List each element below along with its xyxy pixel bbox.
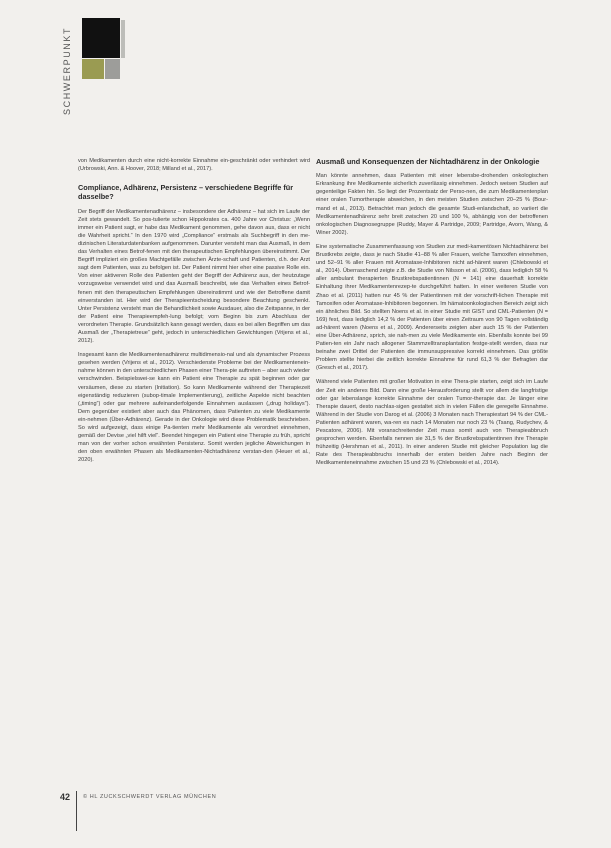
paragraph-intro: von Medikamenten durch eine nicht-korrekte Einnahme ein-geschränkt oder verhindert wird (Urbrowski, Ann. & Hoover, 2018; Milland et al., 2017). [78,158,310,173]
paragraph: Eine systematische Zusammenfassung von Studien zur medi-kamentösen Nichtadhärenz bei Brustkrebs zeigte, dass je nach Studie 41–88 % aller Frauen, welche Tamoxifen einnehmen, und 52–91 % aller Frauen mit Aromatase-Inhibitoren nicht ad-härent waren (Chlebowski et al., 2014). Überraschend zeigte z.B. die Studie von Nilsson et al. (2006), dass lediglich 58 % aller ambulant therapierten Brustkrebspatientinnen (N = 141) eine dauerhaft korrekte Einhaltung ihrer Medikamentenrezep-te durchgeführt hatten. In einer weiteren Studie von Zhao et al. (2011) hatten nur 45 % der Patientinnen mit der vorschrift-lichen Therapie mit Tamoxifen oder Aromatase-Inhibitoren begonnen. Im hämatoonkologischen Bereich zeigt sich ein ähnliches Bild. So stellten Noens et al. in einer Studie mit GIST und CML-Patienten (N = 169) fest, dass lediglich 14,2 % der Patienten über einen Zeitraum von 90 Tagen vollständig ad-härent waren (Noens et al., 2009). Andererseits zeigten aber auch 15 % der Patienten eine Über-Adhärenz, sprich, sie nah-men zu viele Medikamente ein. Ebenfalls konnte bei 99 Patien-ten ein Jahr nach allogener Stammzelltransplantation festge-stellt werden, dass nur beinahe zwei Drittel der Patienten die immunsuppressive korrekt einnehmen. Das größte Problem stellte hierbei die zeitlich korrekte Einnahme für rund 61,3 % der Befragten dar (Gresch et al., 2017). [316,243,548,372]
decorative-block-light [121,20,125,58]
right-column [316,157,548,473]
publisher-credit: © HL ZUCKSCHWERDT VERLAG MÜNCHEN [83,794,217,800]
footer-divider [76,791,77,831]
paragraph: Insgesamt kann die Medikamentenadhärenz multidimensio-nal und als dynamischer Prozess gesehen werden (Vrijens et al., 2012). Verschiedenste Probleme bei der Medikamentenein-nahme können in den unterschiedlichen Phasen einer Thera-pie auftreten – aber auch wieder verschwinden. Beispielswei-se kann ein Patient eine Therapie zu spät beginnen oder gar versäumen, diese zu starten (Initiation). So kann Medikamente während der Therapiezeit eigenständig reduzieren (subop-timale Implementierung), zeitliche Aspekte nicht beachten („timing“) oder gar mehrere aufeinanderfolgende Einnahmen auslassen („drug holidays“). Dem gegenüber existiert aber auch das Phänomen, dass Patienten zu viele Medikamente ein-nehmen (Über-Adhärenz). Gerade in der Onkologie wird diese Problematik beschrieben. So wird aufgezeigt, dass einige Pa-tienten mehr Medikamente als verordnet einnehmen, gemäß der Devise „viel hilft viel“. Beendet hingegen ein Patient eine Therapie zu früh, spricht man von der vorher schon erwähnten Persistenz. Somit werden jegliche Abweichungen in den oben erwähnten Phasen als Medikamenten-Nichtadhärenz verstan-den (Heuer et al., 2020). [78,352,310,464]
page-number: 42 [60,792,71,802]
paragraph: Während viele Patienten mit großer Motivation in eine Thera-pie starten, zeigt sich im Laufe der Zeit ein anderes Bild. Dann eine große Herausforderung stellt vor allem die langfristige oder gar lebenslange korrekte Einnahme der oralen Tumor-therapie dar. Je länger eine Therapie dauert, desto nachlas-sigen gestaltet sich in vielen Fällen die geregelte Einnahme. Während in der Studie von Darog et al. (2006) 3 Monaten nach Therapiestart 94 % der CML-Patienten adhärent waren, wa-ren es nach 14 Monaten nur noch 23 % (Tsang, Rudychev, & Pescatore, 2006). Mit voranschreitender Zeit muss somit auch von Therapieabbruch gesprochen werden. Ebenfalls nennen sie 31,5 % der Brustkrebspatientinnen ihre Therapie frühzeitig (Hershman et al., 2011). In einer anderen Studie mit gleicher Population lag die Rate des Therapieabbruchs innerhalb der ersten beiden Jahre nach Beginn der Medikamenteneinnahme zwischen 15 und 23 % (Chlebowski et al., 2014). [316,379,548,467]
decorative-block-black [82,18,120,58]
heading-compliance: Compliance, Adhärenz, Persistenz – verschiedene Begriffe für dasselbe? [78,183,294,202]
paragraph: Man könnte annehmen, dass Patienten mit einer lebensbe-drohenden onkologischen Erkrankung ihre Medikamente sicherlich zuverlässig einnehmen. Jedoch weisen Studien auf gegenteilige Fakten hin. So liegt der Prozentsatz der Perso-nen, die zum Medikamentenplan einer oralen Tumortherapie abweichen, in den meisten Studien zwischen 20–25 % (Bour-mand et al., 2013). Betrachtet man jedoch die gesamte Studi-enlandschaft, so variiert die Medikamentenadhärenz sehr breit zwischen 20 und 100 %, abhängig von der betroffenen onkologischen Diagnosegruppe (Ruddy, Mayer & Partridge, 2009; Partridge, Avorn, Wang, & Winer 2002). [316,173,548,236]
footer [60,791,216,803]
decorative-block-gray [105,59,120,79]
paragraph: Der Begriff der Medikamentenadhärenz – insbesondere der Adhärenz – hat sich im Laufe der Zeit stets gewandelt. So pos-tulierte schon Hippokrates ca. 400 Jahre vor Christus: „Wenn immer ein Patient sagt, er habe das Medikament genommen, gehe davon aus, dass er nicht die Wahrheit spricht.“ In den 1970 wird „Compliance“ erstmals als Suchbegriff in den me-dizinischen Literaturdatenbanken aufgenommen. Darunter versteht man das Ausmaß, in dem das Verhalten eines Betrof-fenen mit den therapeutischen Empfehlungen übereinstimmt. Der Begriff impliziert ein großes Machtgefälle zwischen Ärzte-schaft und Patienten, d.h. der Arzt sagt dem Patienten, was zu befolgen ist. Der Patient nimmt hier eher eine passive Rolle ein. Von einer aktiveren Rolle des Patienten geht der Begriff der Adhärenz aus, der heutzutage vorzugsweise verwendet wird und das Ausmaß beschreibt, wie das Verhalten eines Betrof-fenen mit den therapeutischen Empfehlungen übereinstimmt und wie der Betroffene damit einverstanden ist. Hier wird der Therapieentscheidung besondere Beachtung geschenkt. Unter Persistenz versteht man die Behandlichkeit sowie Ausdauer, also die Zeitspanne, in der der Patient eine Therapieempfeh-lung befolgt; vom Beginn bis zum Abschluss der verordneten Therapie. Grundsätzlich kann gesagt werden, dass es bei allen Begriffen um das Ausmaß der „Therapietreue“ geht, jedoch in unterschiedlichen Gewichtungen (Vrijens et al., 2012). [78,208,310,345]
decorative-block-olive [82,59,104,79]
heading-nichtadhaerenz: Ausmaß und Konsequenzen der Nichtadhärenz in der Onkologie [316,157,540,166]
section-label: SCHWERPUNKT [62,26,72,115]
left-column [78,157,310,471]
